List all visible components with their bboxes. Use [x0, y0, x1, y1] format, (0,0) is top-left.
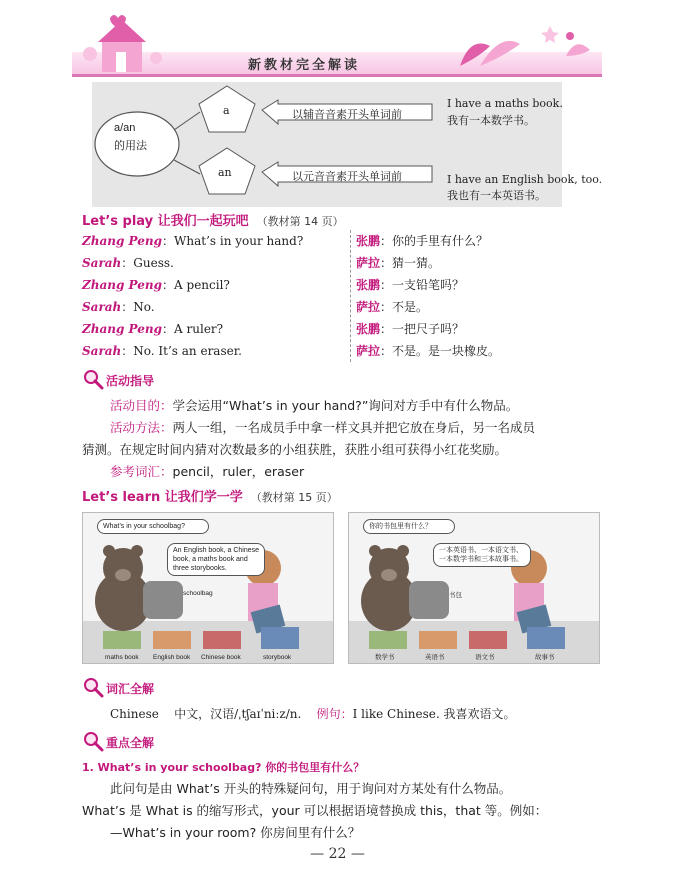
illustration-english [82, 512, 334, 664]
vocab-word: Chinese [110, 707, 159, 721]
magnifier-icon [82, 676, 104, 698]
speaker-name-cn: 张鹏 [356, 278, 381, 292]
magnifier-icon [82, 730, 104, 752]
speaker-name: Zhang Peng [82, 322, 163, 336]
speaker-name-cn: 萨拉 [356, 256, 381, 270]
a-an-diagram [92, 82, 602, 207]
speaker-name-cn: 张鹏 [356, 234, 381, 248]
activity-goal-label: 活动目的： [110, 398, 173, 413]
activity-heading: 活动指导 [106, 374, 155, 388]
dialogue-text-cn: 你的手里有什么？ [392, 234, 489, 248]
speech-bubble-answer: An English book, a Chinese book, a maths book and three storybooks. [167, 543, 265, 576]
vocab-entry [110, 704, 610, 725]
house-decoration-icon [80, 10, 170, 72]
dialogue-text: Guess. [133, 256, 174, 270]
dialogue-text: No. It’s an eraser. [133, 344, 242, 358]
key-point-example: —What’s in your room? 你房间里有什么？ [110, 825, 361, 840]
vocab-meaning: 中文，汉语/ˌtʃaɪˈniːz/n. [174, 707, 302, 721]
page-number: — 22 — [310, 846, 365, 862]
diagram-word-a: a [223, 104, 230, 117]
dialogue-line-en: Zhang Peng：What’s in your hand? [82, 234, 304, 248]
diagram-example-a-en: I have a maths book. [447, 97, 563, 110]
speaker-name: Sarah [82, 300, 122, 314]
book-label: storybook [263, 654, 292, 661]
dialogue-divider [350, 230, 351, 362]
dialogue-text-cn: 不是。 [392, 300, 429, 314]
activity-method-cont: 猜测。在规定时间内猜对次数最多的小组获胜，获胜小组可获得小红花奖励。 [82, 442, 508, 457]
vocab-example-label: 例句： [316, 707, 353, 721]
dialogue-text-cn: 猜一猜。 [392, 256, 441, 270]
diagram-rule-an: 以元音音素开头单词前 [292, 170, 402, 183]
activity-words-label: 参考词汇： [110, 464, 173, 479]
key-points-heading: 重点全解 [106, 736, 155, 750]
dialogue-line-cn: 萨拉：不是。 [356, 300, 429, 314]
dialogue-line-cn: 萨拉：不是。是一块橡皮。 [356, 344, 501, 358]
activity-goal-text: 学会运用“What’s in your hand?”询问对方手中有什么物品。 [172, 398, 519, 413]
lets-play-title-text: Let’s play 让我们一起玩吧 [82, 214, 249, 229]
dialogue-text-cn: 一支铅笔吗？ [392, 278, 465, 292]
activity-words [110, 461, 610, 482]
book-label: English book [153, 654, 191, 661]
dialogue-text: What’s in your hand? [174, 234, 304, 248]
book-label: 故事书 [535, 653, 555, 661]
diagram-center-label: a/an [114, 122, 136, 134]
dialogue-line-cn: 张鹏：你的手里有什么？ [356, 234, 489, 248]
dialogue-text-cn: 不是。是一块橡皮。 [392, 344, 501, 358]
lets-learn-ref: （教材第 15 页） [250, 491, 338, 504]
book-label: 语文书 [475, 653, 495, 661]
dialogue-line-en: Sarah：No. It’s an eraser. [82, 344, 242, 358]
magnifier-icon [82, 368, 104, 390]
dialogue-line-cn: 张鹏：一支铅笔吗？ [356, 278, 465, 292]
diagram-example-an-cn: 我也有一本英语书。 [447, 189, 546, 202]
speaker-name: Sarah [82, 344, 122, 358]
diagram-example-an-en: I have an English book, too. [447, 173, 603, 186]
dialogue-text: A pencil? [174, 278, 230, 292]
diagram-center-sub: 的用法 [114, 139, 147, 152]
speaker-name-cn: 萨拉 [356, 344, 381, 358]
speech-bubble-question: What’s in your schoolbag? [97, 519, 209, 534]
speaker-name-cn: 萨拉 [356, 300, 381, 314]
speaker-name: Sarah [82, 256, 122, 270]
book-label: 英语书 [425, 653, 445, 661]
schoolbag-label: 书包 [449, 591, 462, 599]
dialogue-line-en: Zhang Peng：A pencil? [82, 278, 230, 292]
book-label: Chinese book [201, 654, 241, 661]
vocab-example-text: I like Chinese. 我喜欢语文。 [352, 707, 516, 721]
dialogue-line-en: Sarah：Guess. [82, 256, 174, 270]
book-label: maths book [105, 654, 139, 661]
lets-learn-title [82, 486, 338, 505]
speaker-name: Zhang Peng [82, 234, 163, 248]
header-title: 新教材完全解读 [248, 58, 361, 73]
page-header [0, 0, 675, 80]
activity-method-label: 活动方法： [110, 420, 173, 435]
dialogue-line-en: Zhang Peng：A ruler? [82, 322, 224, 336]
scene-drawing [349, 513, 599, 663]
diagram-word-an: an [218, 166, 232, 179]
speech-bubble-question: 你的书包里有什么？ [363, 519, 455, 534]
dialogue-text: A ruler? [174, 322, 224, 336]
activity-goal [110, 395, 610, 416]
illustration-chinese [348, 512, 600, 664]
vocab-heading: 词汇全解 [106, 682, 155, 696]
speaker-name-cn: 张鹏 [356, 322, 381, 336]
plant-decoration-icon [440, 16, 600, 72]
book-label: 数学书 [375, 653, 395, 661]
key-point-para: What’s 是 What is 的缩写形式，your 可以根据语境替换成 this，that 等。例如： [82, 803, 548, 818]
lets-learn-title-text: Let’s learn 让我们学一学 [82, 490, 243, 505]
lets-play-title [82, 210, 344, 229]
dialogue-line-cn: 萨拉：猜一猜。 [356, 256, 441, 270]
dialogue-line-en: Sarah：No. [82, 300, 155, 314]
diagram-example-a-cn: 我有一本数学书。 [447, 114, 535, 127]
scene-drawing [83, 513, 333, 663]
activity-words-text: pencil，ruler，eraser [172, 464, 305, 479]
dialogue-text-cn: 一把尺子吗？ [392, 322, 465, 336]
activity-method-text: 两人一组，一名成员手中拿一样文具并把它放在身后，另一名成员 [172, 420, 536, 435]
key-point-title: 1. What’s in your schoolbag? 你的书包里有什么？ [82, 761, 365, 774]
schoolbag-label: schoolbag [183, 590, 213, 597]
dialogue-text: No. [133, 300, 155, 314]
dialogue-line-cn: 张鹏：一把尺子吗？ [356, 322, 465, 336]
lets-play-ref: （教材第 14 页） [256, 215, 344, 228]
diagram-rule-a: 以辅音音素开头单词前 [292, 108, 402, 121]
speaker-name: Zhang Peng [82, 278, 163, 292]
key-point-para: 此问句是由 What’s 开头的特殊疑问句，用于询问对方某处有什么物品。 [110, 781, 512, 796]
speech-bubble-answer: 一本英语书、一本语文书、一本数学书和三本故事书。 [433, 543, 531, 567]
activity-method [110, 417, 610, 438]
